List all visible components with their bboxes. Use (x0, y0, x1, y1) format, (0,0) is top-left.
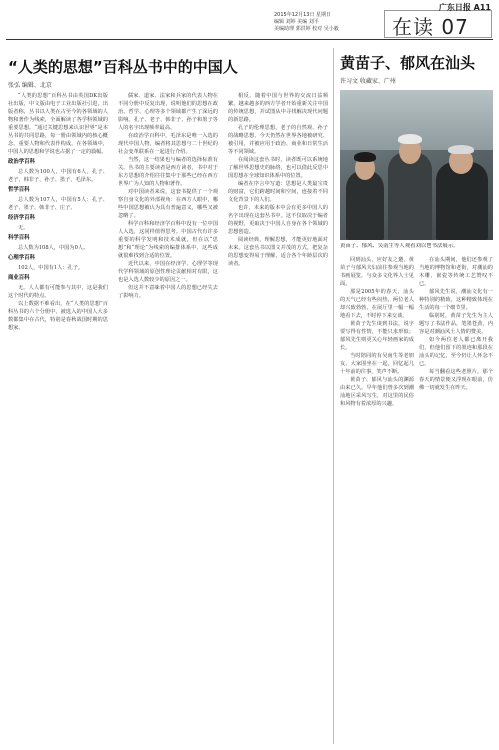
body-paragraph: 阅读经典，理解思想，才能更好地面对未来。这套丛书以图文并茂的方式，把复杂的思想变得易于理解，适合各个年龄层次的读者。 (228, 237, 328, 267)
column-divider (333, 48, 334, 744)
body-paragraph: 儒家、道家、法家和兵家的代表人物在不同分册中反复出现，说明他们的思想在政治、哲学、心理等多个领域都产生了深远的影响。孔子、老子、韩非子、孙子和墨子等人的名字出现频率最高。 (118, 93, 218, 131)
body-paragraph: 回到汕头，应好友之邀，黄苗子与郁风夫妇前往参观当地的书画展览，与众多文化界人士见面。 (340, 257, 414, 287)
body-paragraph: 黄苗子先生谈到书法，说字要写得有性情，不能只求形似；郁风先生则更关心年轻画家的成长。 (340, 321, 414, 351)
section-subheading: 商业百科 (8, 275, 30, 281)
right-article-headline: 黄苗子、郁风在汕头 (340, 54, 476, 72)
photo-person-1 (346, 170, 384, 240)
body-paragraph: 孔子的伦理思想、老子的自然观、孙子的战略思想，今天仍然在世界各地被研究、被引用，并被应用于政治、商业和日常生活等不同领域。 (228, 125, 328, 155)
body-paragraph: 那是2005年的春天，汕头的天气已经有些闷热，两位老人却兴致勃勃，在展厅里一幅一幅地看下去，不时停下来交谈。 (340, 289, 414, 319)
section-title-text: 在读 (392, 15, 434, 39)
brand-label: 广东日报 A11 (438, 3, 491, 12)
body-paragraph: 每当翻看这些老照片，那个春天的情景便又浮现在眼前，仿佛一切就发生在昨天。 (419, 369, 493, 391)
photo-hair-3 (448, 145, 474, 154)
section-subheading: 科学百科 (8, 235, 30, 241)
body-paragraph: “人类的思想”百科丛书由英国DK出版社出版，中文版由电子工业出版社引进，出版者称，丛书以人类在古至今的各领域的人物和著作为线索，全面解读了各学科领域的重要思想。“通过关键思想来认识世界”是本丛书的共同思路，每一册由领域内的核心概念、重要人物和代表作构成。在各领域中，中国人的思想和学说也占据了一定的篇幅。 (8, 93, 108, 155)
page-number: 07 (441, 15, 469, 39)
body-paragraph: 对中国读者来说，这套书提供了一个观察自身文化的外部视角：在西方人眼中，哪些中国思想被认为具有普遍意义，哪些又被忽略了。 (118, 189, 218, 219)
photo-person-2 (388, 152, 432, 240)
section-subheading: 经济学百科 (8, 215, 35, 221)
body-paragraph: 黄苗子、郁风与汕头的渊源由来已久。早年他们曾多次到潮汕地区采风写生，对这里的民俗和风物有着浓厚的兴趣。 (340, 377, 414, 407)
body-paragraph: 无。人人都有可能参与其中，这是我们这个时代的特点。 (8, 285, 108, 299)
proof-line: 美编助理 郭洪婷 校对 吴小毅 (274, 26, 339, 32)
page-header (0, 0, 499, 40)
photo-caption: 黄苗子、郁风、吴南生等人观看刘以鬯书法展示。 (340, 243, 459, 249)
left-column-2 (118, 92, 218, 744)
section-subheading: 心理学百科 (8, 255, 35, 261)
section-title (392, 11, 469, 40)
body-paragraph: 总人数为107人，中国有5人：孔子、老子、墨子、韩非子、庄子。 (8, 197, 108, 211)
body-paragraph: 102人，中国有1人：孔子。 (18, 265, 84, 271)
body-paragraph: 临别时，黄苗子先生为主人题写了书法作品，笔墨苍劲，内容是对潮汕风土人情的赞美。 (419, 313, 493, 335)
body-paragraph: 但这并不意味着中国人的思想已经失去了影响力。 (118, 285, 218, 299)
body-paragraph: 编者在序言中写道：思想是人类最宝贵的财富，它们跨越时间和空间，连接着不同文化背景下的人们。 (228, 181, 328, 203)
section-subheading: 政治学百科 (8, 159, 35, 165)
body-paragraph: 郁风先生说，潮汕文化有一种特别的精致，这种精致体现在生活的每一个细节里。 (419, 289, 493, 311)
left-column-3 (228, 92, 328, 744)
photo-hair-1 (354, 152, 376, 162)
body-paragraph: 总人数为108人，中国为0人。 (18, 245, 89, 251)
section-subheading: 哲学百科 (8, 187, 30, 193)
issue-date: 2015年12月13日 星期日 (274, 12, 332, 18)
editor-line: 编辑 刘婷 美编 刘平 (274, 19, 319, 25)
left-article-body (8, 92, 332, 744)
body-paragraph: 如今两位老人都已离开我们，但他们留下的墨迹和那段在汕头的记忆，至今仍让人怀念不已。 (419, 337, 493, 367)
body-paragraph: 在政治学百科中，毛泽东是唯一入选的现代中国人物，编者将其思想与二十世纪的社会变革联系在一起进行介绍。 (118, 133, 218, 155)
body-paragraph: 科学百科和经济学百科中没有一位中国人入选，这同样值得思考。中国古代有许多重要的科学发明和技术成就，但在以“思想”和“理论”为线索的编排体系中，这些成就很难找到合适的位置。 (118, 221, 218, 259)
body-paragraph: 当时陪同的有吴南生等老朋友，大家围坐在一起，回忆起几十年前的往事，笑声不断。 (340, 353, 414, 375)
body-paragraph: 近代以来，中国在经济学、心理学等现代学科领域的原创性理论贡献相对有限，这也是入选人数较少的原因之一。 (118, 261, 218, 283)
body-paragraph: 相反，随着中国与世界的交流日益频繁，越来越多的西方学者开始重新关注中国的传统思想，并试图从中寻找解决现代问题的新思路。 (228, 93, 328, 123)
body-paragraph: 当然，这一结果也与编者的选择标准有关。丛书的主要读者是西方读者，书中对于东方思想的介绍往往集中于那些已经在西方世界广为人知的人物和著作。 (118, 157, 218, 187)
body-paragraph: 也许，未来的版本中会有更多中国人的名字出现在这套丛书中。这不仅取决于编者的视野，更取决于中国人自身在各个领域的思想创造。 (228, 205, 328, 235)
left-article-headline: “人类的思想”百科丛书中的中国人 (8, 58, 238, 76)
left-column-1 (8, 92, 108, 744)
body-paragraph: 总人数为100人，中国有6人，孔子、老子、韩非子、孙子、墨子、毛泽东。 (8, 169, 108, 183)
photo-hair-2 (398, 134, 422, 144)
right-column-2 (419, 256, 493, 744)
body-paragraph: 在阅读这套丛书时，读者既可以系统地了解世界思想史的脉络，也可以借此反思中国思想在全球知识体系中的位置。 (228, 157, 328, 179)
body-paragraph: 无。 (18, 225, 29, 231)
body-paragraph: 在汕头期间，他们还参观了当地的博物馆和老街，对潮汕的木雕、嵌瓷等传统工艺赞叹不已。 (419, 257, 493, 287)
body-paragraph: 以上数据不难看出，在“人类的思想”百科丛书的六个分册中，被选入的中国人大多数都集中在古代，特别是春秋战国时期的思想家。 (8, 301, 108, 331)
left-article-byline: 张弘 编辑、北京 (8, 82, 52, 89)
article-photo (340, 90, 493, 240)
right-article-body (340, 256, 493, 744)
right-column-1 (340, 256, 414, 744)
issue-meta (274, 12, 384, 33)
right-article-byline: 许习文 收藏家、广州 (340, 78, 396, 85)
header-rule (6, 39, 493, 40)
